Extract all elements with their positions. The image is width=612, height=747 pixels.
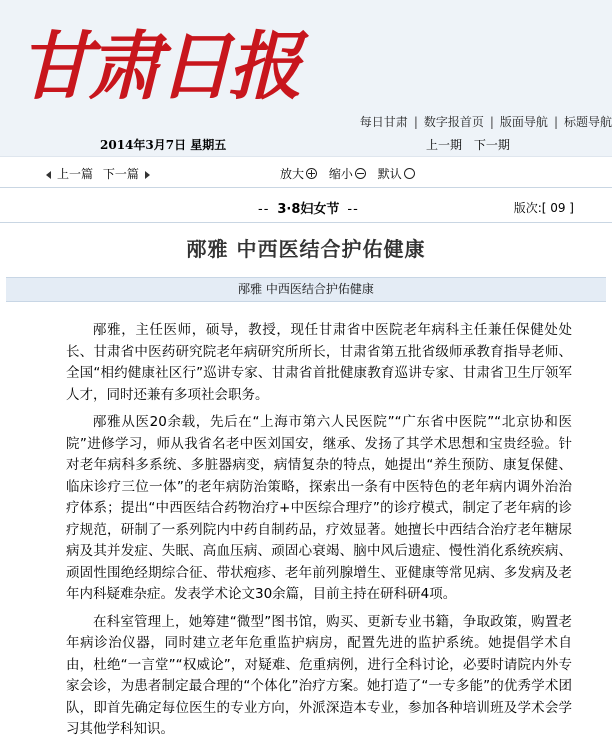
section-name[interactable]: 3·8妇女节	[277, 202, 340, 217]
minus-circle-icon	[355, 168, 366, 179]
prev-article-label: 上一篇	[57, 167, 94, 181]
nav-page-navigation[interactable]: 版面导航	[499, 115, 548, 129]
section-label	[250, 198, 367, 217]
article-subtitle: 邴雅 中西医结合护佑健康	[238, 282, 374, 296]
issue-navigation	[426, 136, 518, 153]
article-toolbar	[0, 157, 612, 188]
zoom-in-button[interactable]	[280, 167, 317, 181]
circle-icon	[404, 168, 415, 179]
triangle-right-icon	[145, 171, 150, 179]
subtitle-bar	[6, 277, 606, 302]
dateline-bar	[0, 130, 612, 157]
zoom-out-label: 缩小	[328, 167, 353, 181]
prev-issue-link[interactable]: 上一期	[426, 138, 463, 152]
page-info-bar	[0, 188, 612, 223]
nav-separator: |	[413, 115, 418, 129]
edition-number: 版次:[ 09 ]	[513, 201, 574, 215]
zoom-in-label: 放大	[280, 167, 305, 181]
masthead	[0, 0, 612, 130]
next-issue-link[interactable]: 下一期	[473, 138, 510, 152]
dash-left: --	[258, 202, 270, 217]
zoom-default-button[interactable]	[378, 167, 415, 181]
nav-title-navigation[interactable]: 标题导航	[563, 115, 612, 129]
plus-circle-icon	[306, 168, 317, 179]
article-title: 邴雅 中西医结合护佑健康	[186, 237, 426, 261]
nav-separator: |	[489, 115, 494, 129]
zoom-controls	[280, 165, 423, 182]
next-article-label: 下一篇	[102, 167, 139, 181]
paragraph: 邴雅，主任医师，硕导，教授，现任甘肃省中医院老年病科主任兼任保健处处长、甘肃省中医药研究院老年病研究所所长，甘肃省第五批省级师承教育指导老师、全国“相约健康社区行”巡讲专家、甘肃省首批健康教育巡讲专家、甘肃省卫生厅领军人才，同时还兼有多项社会职务。	[66, 322, 572, 403]
nav-daily-gansu[interactable]: 每日甘肃	[359, 115, 408, 129]
paragraph: 在科室管理上，她筹建“微型”图书馆，购买、更新专业书籍，争取政策，购置老年病诊治仪器，同时建立老年危重监护病房，配置先进的监护系统。她提倡学术自由，杜绝“一言堂”“权威论”，对疑难、危重病例，进行全科讨论，必要时请院内外专家会诊，为患者制定最合理的“个体化”治疗方案。她打造了“一专多能”的优秀学术团队，即首先确定每位医生的专业方向，外派深造本专业，参加各种培训班及学术会学习其他学科知识。	[66, 613, 572, 737]
zoom-default-label: 默认	[377, 167, 402, 181]
article-navigation	[46, 165, 150, 182]
newspaper-logo[interactable]	[12, 0, 312, 112]
prev-article-link[interactable]	[46, 167, 93, 181]
logo-text: 甘肃日报	[18, 24, 298, 110]
nav-separator: |	[553, 115, 558, 129]
nav-digital-home[interactable]: 数字报首页	[423, 115, 484, 129]
paragraph: 邴雅从医20余载，先后在“上海市第六人民医院”“广东省中医院”“北京协和医院”进修学习，师从我省名老中医刘国安，继承、发扬了其学术思想和宝贵经验。针对老年病科多系统、多脏器病变，病情复杂的特点，她提出“养生预防、康复保健、临床诊疗三位一体”的老年病防治策略，探索出一条有中医特色的老年病内调外治治疗体系；提出“中西医结合药物治疗+中医综合理疗”的诊疗模式，制定了老年病的诊疗规范，研制了一系列院内中药自制药品，疗效显著。她擅长中西结合治疗老年糖尿病及其并发症、失眠、高血压病、顽固心衰竭、脑中风后遗症、慢性消化系统疾病、顽固性围绝经期综合征、带状疱疹、老年前列腺增生、亚健康等常见病、多发病及老年内科疑难杂症。发表学术论文30余篇，目前主持在研科研4项。	[66, 414, 572, 602]
zoom-out-button[interactable]	[329, 167, 366, 181]
issue-date: 2014年3月7日 星期五	[100, 138, 227, 152]
article-body	[66, 320, 572, 747]
top-navigation	[360, 113, 612, 130]
triangle-left-icon	[46, 171, 51, 179]
dash-right: --	[347, 202, 359, 217]
next-article-link[interactable]	[103, 167, 150, 181]
